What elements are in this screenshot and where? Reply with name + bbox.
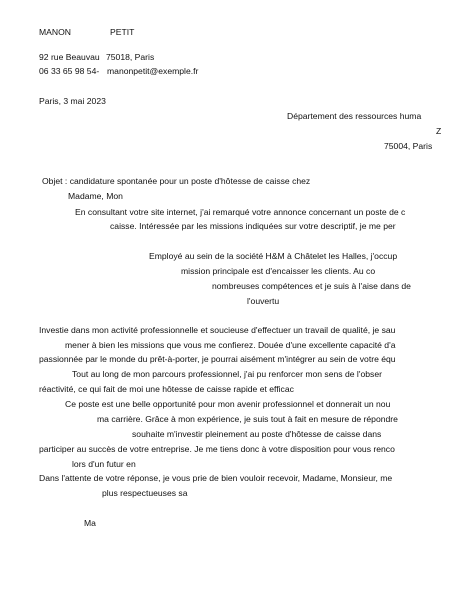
paragraph-3-line-8: souhaite m'investir pleinement au poste d'hôtesse de caisse dans	[132, 429, 382, 439]
sender-street: 92 rue Beauvau	[39, 52, 100, 62]
recipient-line2: Z	[436, 126, 442, 136]
recipient-postal	[384, 141, 432, 152]
paragraph-3-line-2: mener à bien les missions que vous me confierez. Douée d'une excellente capacité d'a	[65, 340, 396, 350]
letter-date: Paris, 3 mai 2023	[39, 96, 106, 106]
paragraph-2-line-1: Employé au sein de la société H&M à Châtelet les Halles, j'occup	[149, 251, 398, 261]
paragraph-1-line-2: caisse. Intéressée par les missions indiquées sur votre descriptif, je me per	[110, 221, 396, 231]
sender-first-name: MANON	[39, 27, 71, 37]
recipient-department: Département des ressources huma	[287, 111, 422, 121]
paragraph-3-line-10: lors d'un futur en	[72, 459, 136, 469]
closing-line-1: Dans l'attente de votre réponse, je vous prie de bien vouloir recevoir, Madame, Monsieur, me	[39, 473, 393, 483]
paragraph-3-line-7: ma carrière. Grâce à mon expérience, je suis tout à fait en mesure de répondre	[97, 414, 398, 424]
sender-phone: 06 33 65 98 54-	[39, 66, 100, 76]
paragraph-3-line-4: Tout au long de mon parcours professionnel, j'ai pu renforcer mon sens de l'obser	[72, 369, 382, 379]
signature: Ma	[84, 518, 96, 528]
paragraph-1-line-1: En consultant votre site internet, j'ai remarqué votre annonce concernant un poste de c	[75, 207, 406, 217]
closing-line-2: plus respectueuses sa	[102, 488, 188, 498]
sender-last-name: PETIT	[110, 27, 135, 37]
paragraph-3-line-5: réactivité, ce qui fait de moi une hôtesse de caisse rapide et efficac	[39, 384, 294, 394]
paragraph-3-line-1: Investie dans mon activité professionnelle et soucieuse d'effectuer un travail de qualité, je sau	[39, 325, 396, 335]
paragraph-3-line-3: passionnée par le monde du prêt-à-porter, je pourrai aisément m'intégrer au sein de votre équ	[39, 354, 396, 364]
paragraph-2-line-4: l'ouvertu	[247, 296, 280, 306]
letter-subject: Objet : candidature spontanée pour un poste d'hôtesse de caisse chez	[42, 176, 311, 186]
letter-salutation: Madame, Mon	[68, 191, 123, 201]
paragraph-2-line-2: mission principale est d'encaisser les clients. Au co	[181, 266, 376, 276]
paragraph-2-line-3: nombreuses compétences et je suis à l'aise dans de	[212, 281, 411, 291]
sender-email: manonpetit@exemple.fr	[107, 66, 199, 76]
paragraph-3-line-9: participer au succès de votre entreprise. Je me tiens donc à votre disposition pour vous renco	[39, 444, 395, 454]
paragraph-3-line-6: Ce poste est une belle opportunité pour mon avenir professionnel et donnerait un nou	[65, 399, 391, 409]
sender-postal-city: 75018, Paris	[106, 52, 155, 62]
recipient-postal-city: 75004, Paris	[384, 141, 433, 151]
